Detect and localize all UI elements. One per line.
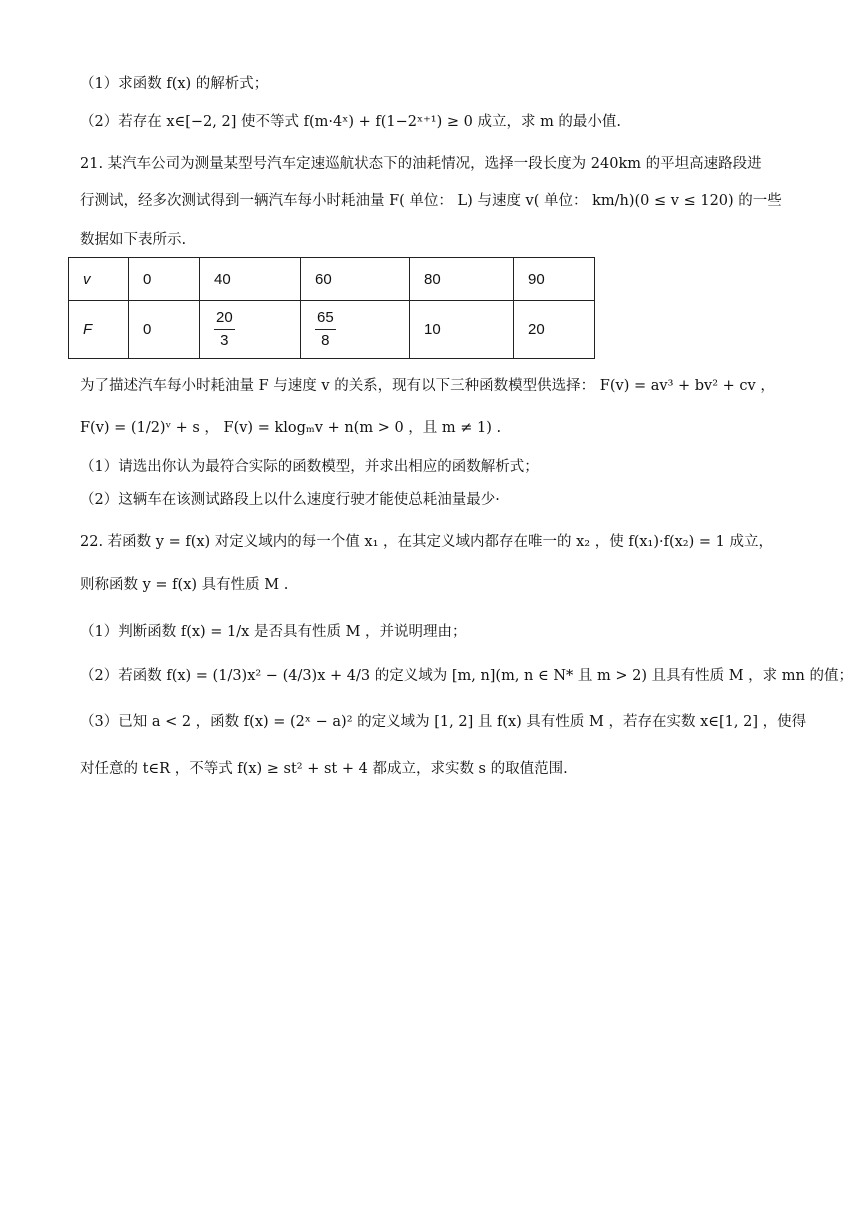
q20-part2: （2）若存在 x∈[−2, 2] 使不等式 f(m·4ˣ) + f(1−2ˣ⁺¹) ≥ 0 成立，求 m 的最小值. [80, 114, 622, 130]
table-header-F: F [69, 301, 129, 359]
table-cell: 20 [514, 301, 595, 359]
q21-part1: （1）请选出你认为最符合实际的函数模型，并求出相应的函数解析式； [80, 459, 539, 475]
q22-part1: （1）判断函数 f(x) = 1/x 是否具有性质 M ，并说明理由； [80, 624, 467, 640]
q21-models-line2: F(v) = (1/2)ᵛ + s ， F(v) = klogₘv + n(m > 0 ，且 m ≠ 1) . [80, 420, 502, 436]
table-cell: 40 [200, 258, 301, 301]
table-cell: 60 [301, 258, 410, 301]
fraction-numerator: 20 [214, 307, 235, 330]
q21-models-line1: 为了描述汽车每小时耗油量 F 与速度 v 的关系，现有以下三种函数模型供选择： F(v) = av³ + bv² + cv ， [80, 378, 775, 394]
table-cell: 0 [129, 301, 200, 359]
table-header-v: v [69, 258, 129, 301]
q22-part2: （2）若函数 f(x) = (1/3)x² − (4/3)x + 4/3 的定义域为 [m, n](m, n ∈ N* 且 m > 2) 且具有性质 M ，求 mn 的值； [80, 668, 853, 684]
table-cell-fraction [301, 301, 410, 359]
fraction-denominator: 8 [321, 332, 330, 349]
q22-part3-line2: 对任意的 t∈R ，不等式 f(x) ≥ st² + st + 4 都成立，求实数 s 的取值范围. [80, 761, 568, 777]
q21-stem-line3: 数据如下表所示. [80, 232, 187, 248]
fraction-denominator: 3 [220, 332, 229, 349]
table-cell: 90 [514, 258, 595, 301]
q22-stem-line1: 22. 若函数 y = f(x) 对定义域内的每一个值 x₁ ，在其定义域内都存在唯一的 x₂ ，使 f(x₁)·f(x₂) = 1 成立， [80, 534, 773, 550]
table-cell-fraction [200, 301, 301, 359]
q21-part2: （2）这辆车在该测试路段上以什么速度行驶才能使总耗油量最少· [80, 492, 500, 508]
q22-part3-line1: （3）已知 a < 2 ，函数 f(x) = (2ˣ − a)² 的定义域为 [1, 2] 且 f(x) 具有性质 M ，若存在实数 x∈[1, 2] ，使得 [80, 714, 807, 730]
fraction [214, 307, 235, 352]
fraction [315, 307, 336, 352]
q21-stem-line1: 21. 某汽车公司为测量某型号汽车定速巡航状态下的油耗情况，选择一段长度为 240km 的平坦高速路段进 [80, 156, 762, 172]
table-row-F [69, 301, 595, 359]
fraction-numerator: 65 [315, 307, 336, 330]
q20-part1: （1）求函数 f(x) 的解析式； [80, 76, 269, 92]
table-row-v [69, 258, 595, 301]
q21-stem-line2: 行测试，经多次测试得到一辆汽车每小时耗油量 F( 单位： L) 与速度 v( 单位： km/h)(0 ≤ v ≤ 120) 的一些 [80, 193, 782, 209]
q22-stem-line2: 则称函数 y = f(x) 具有性质 M . [80, 577, 289, 593]
table-cell: 10 [410, 301, 514, 359]
table-cell: 0 [129, 258, 200, 301]
table-cell: 80 [410, 258, 514, 301]
data-table [68, 257, 595, 359]
